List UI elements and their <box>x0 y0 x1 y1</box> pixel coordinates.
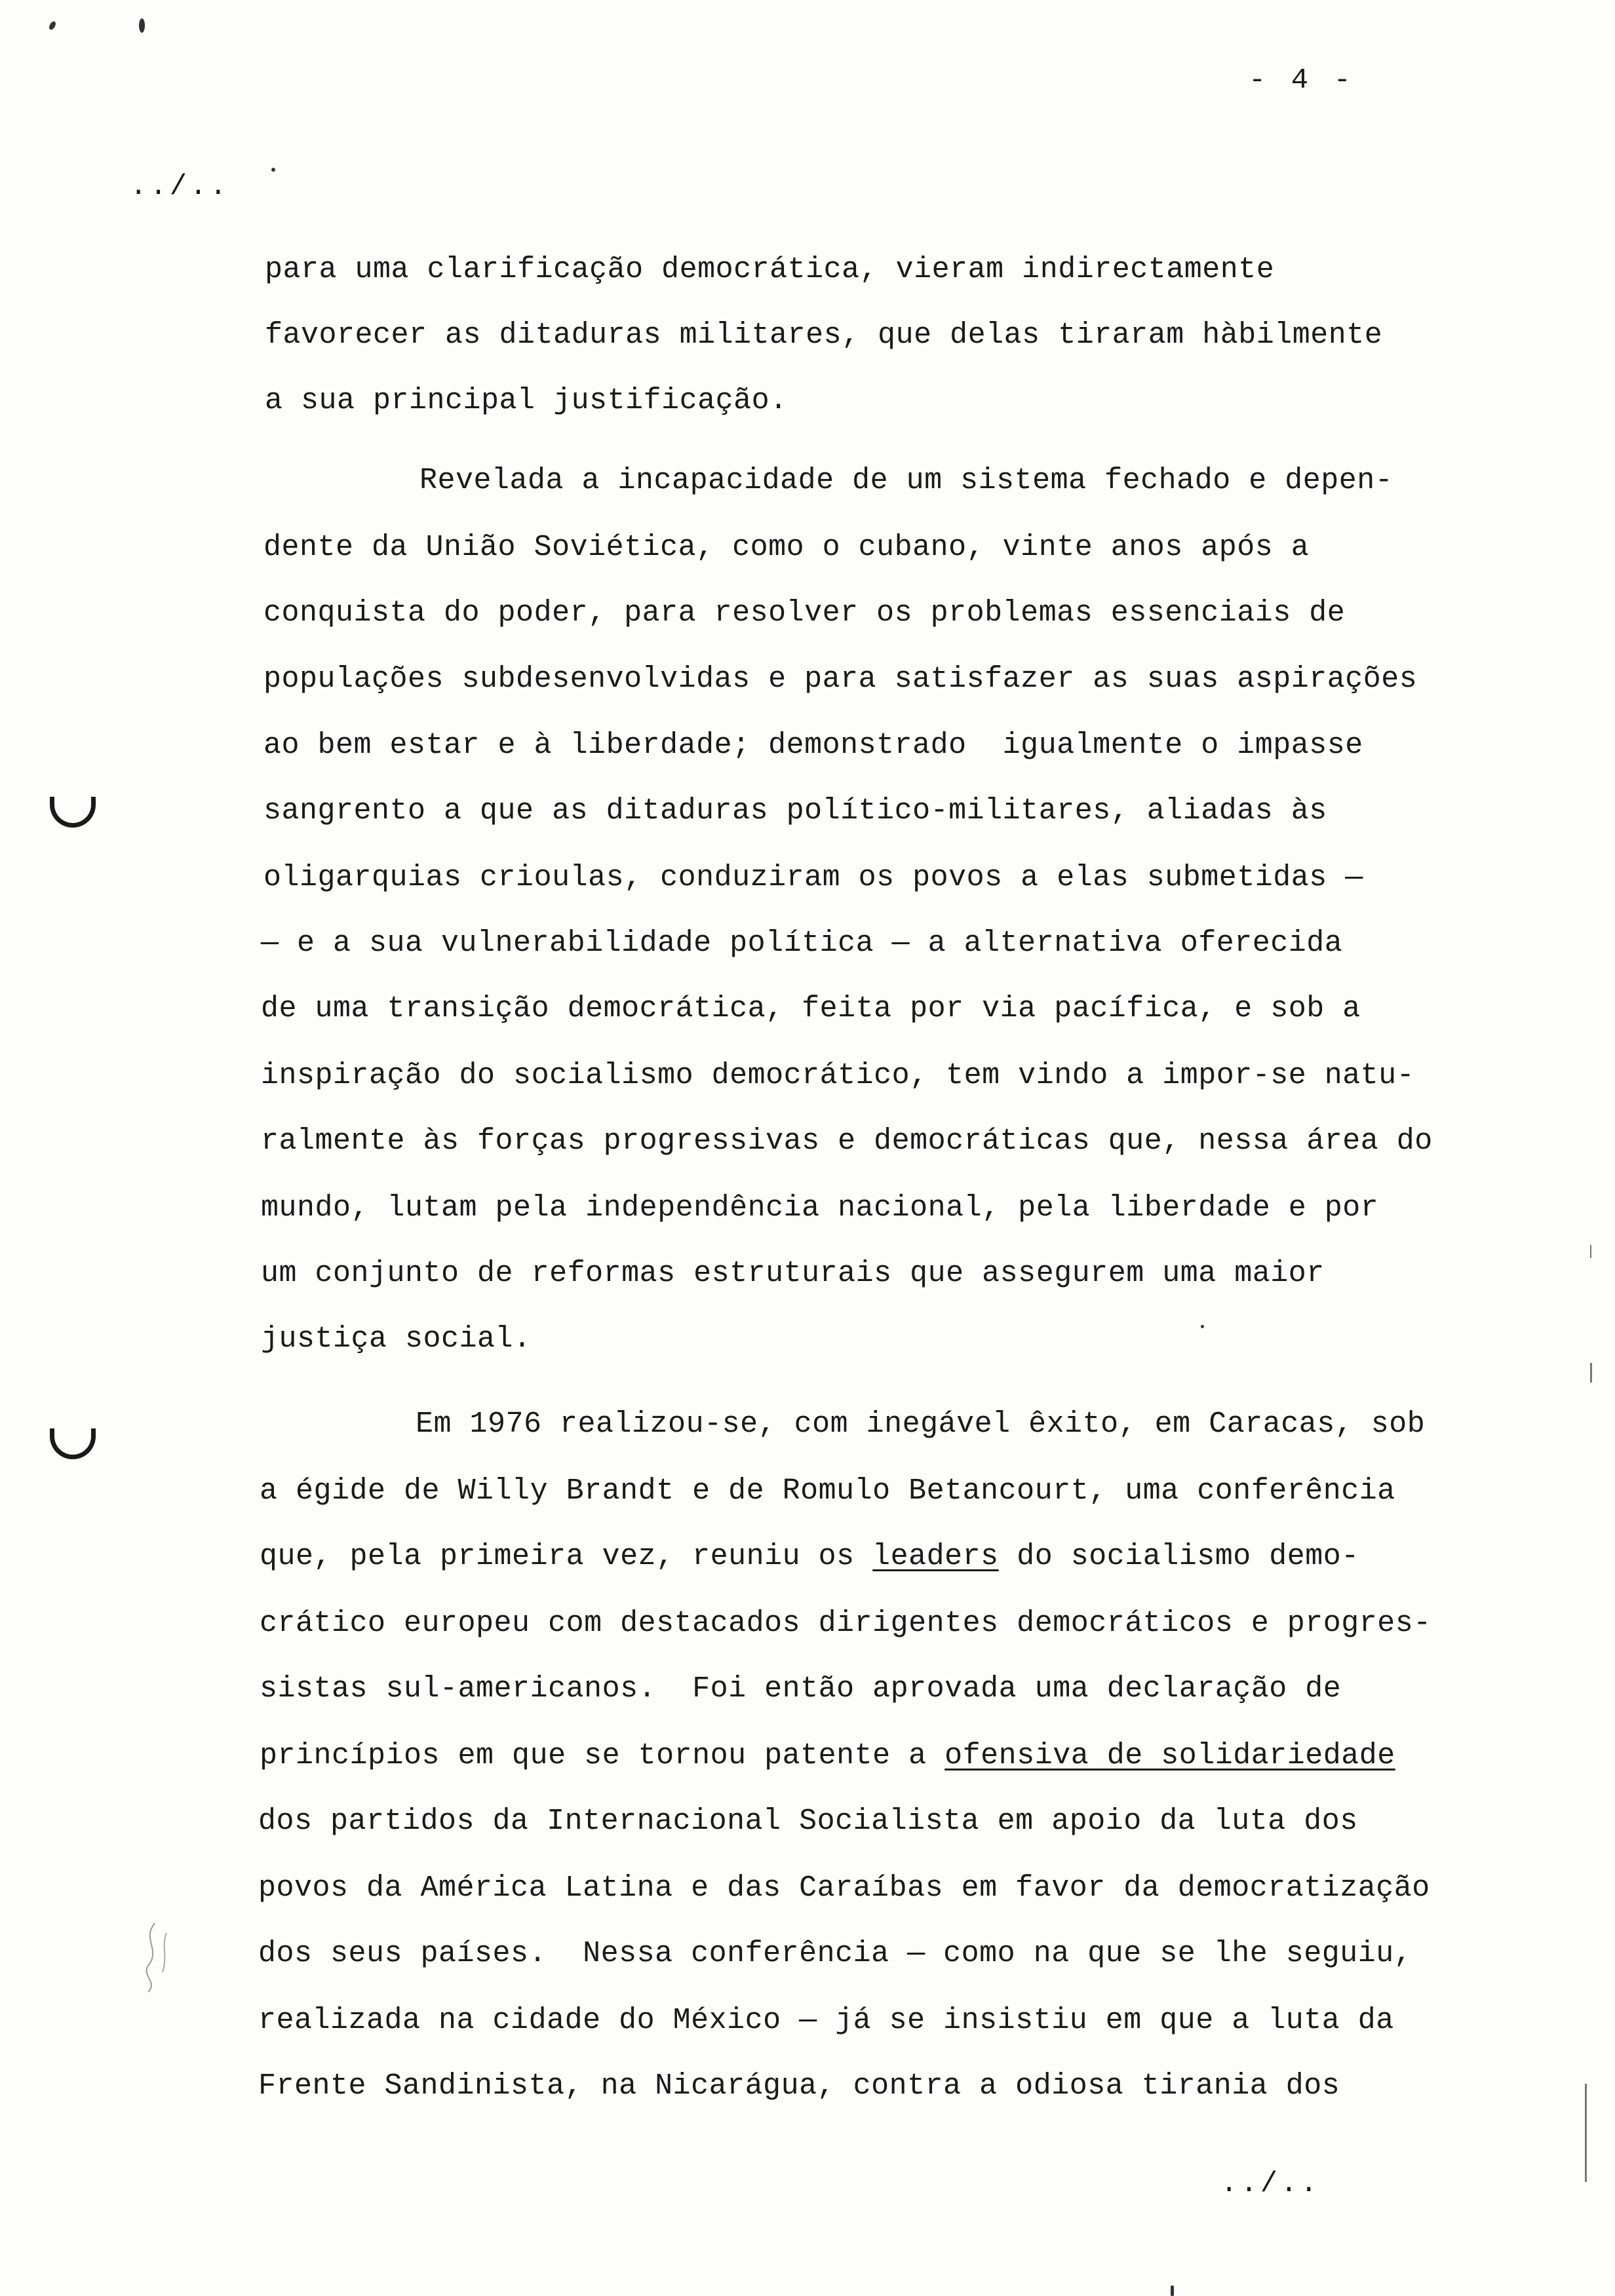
continuation-marker-top: ../.. <box>130 170 230 203</box>
scan-speck <box>1171 2286 1174 2296</box>
paragraph-3-line: crático europeu com destacados dirigentes democráticos e progres- <box>260 1607 1431 1640</box>
paragraph-3-line: realizada na cidade do México — já se insistiu em que a luta da <box>258 2004 1394 2037</box>
paragraph-3-text: princípios em que se tornou patente a <box>260 1739 945 1772</box>
paragraph-3-line: a égide de Willy Brandt e de Romulo Betancourt, uma conferência <box>260 1474 1395 1508</box>
paragraph-3-text: que, pela primeira vez, reuniu os <box>260 1540 873 1573</box>
paragraph-2-line: oligarquias crioulas, conduziram os povos a elas submetidas — <box>263 861 1363 894</box>
punch-hole-mark <box>50 797 96 828</box>
paragraph-3-line: Em 1976 realizou-se, com inegável êxito, em Caracas, sob <box>416 1407 1426 1441</box>
paragraph-2-line: de uma transição democrática, feita por via pacífica, e sob a <box>261 992 1361 1025</box>
paragraph-2-line: ralmente às forças progressivas e democráticas que, nessa área do <box>261 1124 1433 1158</box>
paragraph-1-line: a sua principal justificação. <box>265 384 788 417</box>
paragraph-3-line: Frente Sandinista, na Nicarágua, contra a odiosa tirania dos <box>258 2069 1340 2103</box>
paragraph-1-line: favorecer as ditaduras militares, que delas tiraram hàbilmente <box>265 318 1383 352</box>
underlined-term-ofensiva: ofensiva de solidariedade <box>944 1739 1395 1772</box>
scan-edge-line <box>1590 1245 1591 1258</box>
paragraph-2-line: populações subdesenvolvidas e para satisfazer as suas aspirações <box>263 662 1418 696</box>
paragraph-2-line: justiça social. <box>261 1322 532 1356</box>
paragraph-2-line: inspiração do socialismo democrático, tem vindo a impor-se natu- <box>261 1059 1415 1092</box>
paragraph-3-text: do socialismo demo- <box>998 1540 1359 1573</box>
paragraph-2-line: ao bem estar e à liberdade; demonstrado igualmente o impasse <box>263 729 1363 762</box>
scan-speck <box>271 168 275 172</box>
paragraph-3-line: sistas sul-americanos. Foi então aprovada uma declaração de <box>260 1672 1342 1706</box>
scan-edge-line <box>1590 1363 1592 1383</box>
page-number: - 4 - <box>1249 64 1355 97</box>
paragraph-2-line: um conjunto de reformas estruturais que assegurem uma maior <box>261 1257 1325 1290</box>
paragraph-2-line: sangrento a que as ditaduras político-militares, aliadas às <box>263 794 1327 828</box>
paragraph-2-line: mundo, lutam pela independência nacional, pela liberdade e por <box>261 1191 1379 1225</box>
paragraph-2-line: dente da União Soviética, como o cubano, vinte anos após a <box>263 531 1310 564</box>
paragraph-2-line: conquista do poder, para resolver os problemas essenciais de <box>263 596 1346 630</box>
paragraph-3-line <box>260 1736 1395 1776</box>
paragraph-1-line: para uma clarificação democrática, vieram indirectamente <box>265 253 1275 286</box>
scan-edge-line <box>1585 2084 1587 2182</box>
underlined-term-leaders: leaders <box>872 1540 999 1573</box>
scan-speck <box>48 20 57 31</box>
pencil-scribble-mark <box>128 1920 181 1999</box>
paragraph-2-line: Revelada a incapacidade de um sistema fechado e depen- <box>419 464 1393 497</box>
paragraph-2-line: — e a sua vulnerabilidade política — a alternativa oferecida <box>261 927 1343 960</box>
paragraph-3-line: povos da América Latina e das Caraíbas em favor da democratização <box>258 1871 1430 1905</box>
scan-speck <box>1201 1325 1204 1328</box>
paragraph-3-line: dos partidos da Internacional Socialista em apoio da luta dos <box>258 1805 1358 1838</box>
scan-speck <box>139 18 145 33</box>
paragraph-3-line: dos seus países. Nessa conferência — como na que se lhe seguiu, <box>258 1937 1412 1970</box>
paragraph-3-line <box>260 1537 1359 1577</box>
continuation-marker-bottom: ../.. <box>1220 2168 1321 2200</box>
punch-hole-mark <box>50 1428 96 1459</box>
